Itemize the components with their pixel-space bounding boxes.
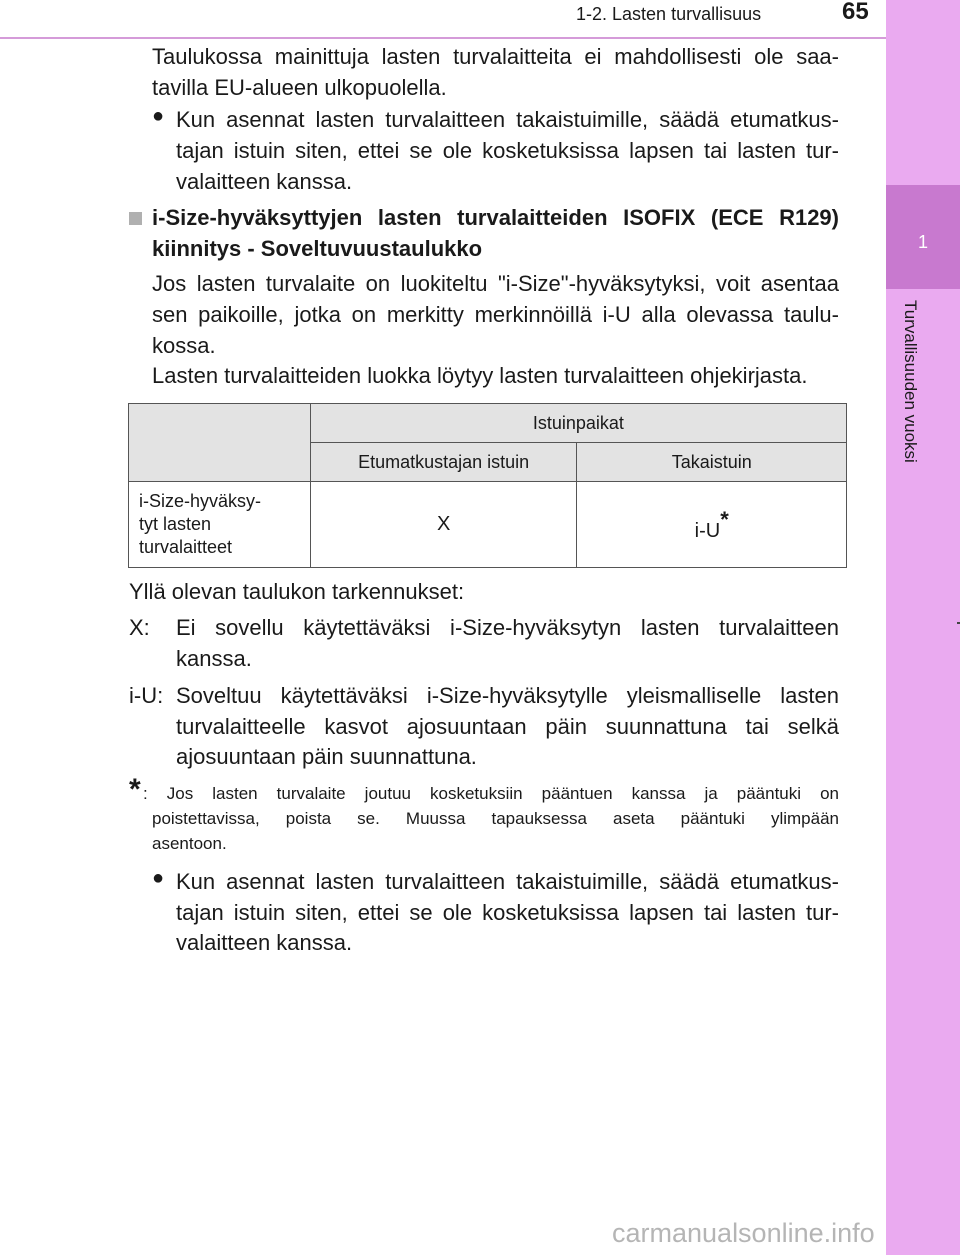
body-line-1: Jos lasten turvalaite on luokiteltu "i-Size"-hyväksytyksi, voit asentaa (152, 271, 839, 296)
legend-iu-label: i-U: (129, 683, 164, 708)
intro-line-2: tavilla EU-alueen ulkopuolella. (152, 75, 447, 100)
legend-intro: Yllä olevan taulukon tarkennukset: (129, 579, 465, 604)
footnote-star: * (129, 773, 141, 806)
table-header-group: Istuinpaikat (310, 404, 846, 443)
bullet-dot-icon: ● (152, 867, 165, 889)
legend-x-line-2: kanssa. (176, 646, 252, 671)
legend-x-line-1: Ei sovellu käytettäväksi i-Size-hyväksytyn lasten turvalaitteen (176, 615, 839, 640)
cell-rear-value: i-U (694, 519, 721, 542)
body-line-3: kossa. (152, 333, 216, 358)
running-header-section: 1-2. Lasten turvallisuus (576, 4, 762, 24)
footnote-line-2: poistettavissa, poista se. Muussa tapauksessa aseta pääntuki ylimpään (152, 809, 839, 828)
section-heading-line-1: i-Size-hyväksyttyjen lasten turvalaitteiden ISOFIX (ECE R129) (152, 205, 839, 230)
legend-iu-line-1: Soveltuu käytettäväksi i-Size-hyväksytylle yleismalliselle lasten (176, 683, 839, 708)
chapter-number: 1 (917, 232, 928, 252)
table-row-label (129, 482, 311, 568)
cell-front-value: X (436, 513, 451, 535)
legend-iu-line-2: turvalaitteelle kasvot ajosuuntaan päin suunnattuna tai selkä (176, 714, 839, 739)
table-col-rear-seat: Takaistuin (577, 443, 847, 482)
table-cell-front (310, 482, 577, 568)
bullet2-line-3: valaitteen kanssa. (176, 930, 353, 955)
compatibility-table (128, 403, 847, 568)
bullet1-line-3: valaitteen kanssa. (176, 169, 353, 194)
body-line-2: sen paikoille, jotka on merkitty merkinnöillä i-U alla olevassa taulu- (152, 302, 839, 327)
row-label-line-1: i-Size-hyväksy- (139, 491, 262, 511)
chapter-title: Turvallisuuden vuoksi (901, 300, 920, 463)
section-heading-line-2: kiinnitys - Soveltuvuustaulukko (152, 236, 483, 261)
footnote-line-3: asentoon. (152, 834, 227, 853)
footnote-line-1: : Jos lasten turvalaite joutuu kosketuksiin pääntuen kanssa ja pääntuki on (143, 784, 839, 803)
bullet1-line-1: Kun asennat lasten turvalaitteen takaistuimille, säädä etumatkus- (176, 107, 839, 132)
watermark: carmanualsonline.info (612, 1218, 875, 1248)
table-corner-cell (129, 404, 311, 482)
legend-x-label: X: (129, 615, 150, 640)
table-cell-rear (577, 482, 847, 568)
legend-iu-line-3: ajosuuntaan päin suunnattuna. (176, 744, 477, 769)
bullet2-line-1: Kun asennat lasten turvalaitteen takaistuimille, säädä etumatkus- (176, 869, 839, 894)
body-line-4: Lasten turvalaitteiden luokka löytyy lasten turvalaitteen ohjekirjasta. (152, 363, 808, 388)
table-col-front-seat: Etumatkustajan istuin (310, 443, 577, 482)
bullet1-line-2: tajan istuin siten, ettei se ole kosketuksissa lapsen tai lasten tur- (176, 138, 839, 163)
heading-square-icon (129, 212, 142, 225)
row-label-line-3: turvalaitteet (139, 537, 233, 557)
page-number: 65 (842, 0, 869, 25)
bullet-dot-icon: ● (152, 105, 165, 127)
footnote-mark: * (720, 506, 729, 532)
header-rule (0, 37, 886, 39)
row-label-line-2: tyt lasten (139, 514, 212, 534)
bullet2-line-2: tajan istuin siten, ettei se ole kosketuksissa lapsen tai lasten tur- (176, 900, 839, 925)
intro-line-1: Taulukossa mainittuja lasten turvalaitteita ei mahdollisesti ole saa- (152, 44, 839, 69)
